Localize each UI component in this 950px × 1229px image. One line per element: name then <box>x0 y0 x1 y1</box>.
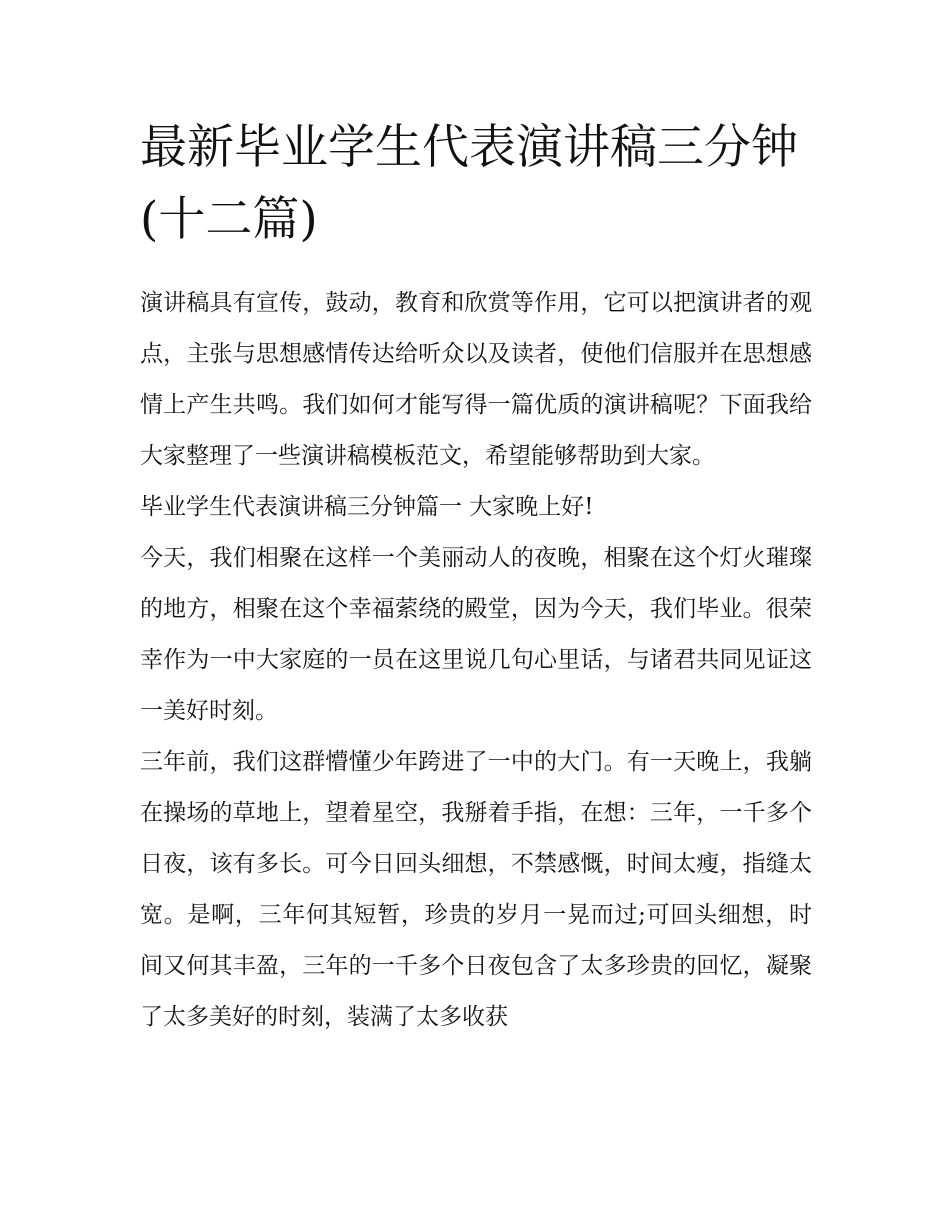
paragraph-section-heading: 毕业学生代表演讲稿三分钟篇一 大家晚上好! <box>140 494 594 520</box>
document-body <box>140 112 812 1043</box>
paragraph-opening: 今天，我们相聚在这样一个美丽动人的夜晚，相聚在这个灯火璀璨的地方，相聚在这个幸福萦绕的殿堂，因为今天，我们毕业。很荣幸作为一中大家庭的一员在这里说几句心里话，与诸君共同见证这一美好时刻。 <box>140 545 812 724</box>
document-title: 最新毕业学生代表演讲稿三分钟(十二篇) <box>140 120 798 247</box>
paragraph-memories: 三年前，我们这群懵懂少年跨进了一中的大门。有一天晚上，我躺在操场的草地上，望着星空，我掰着手指，在想：三年，一千多个日夜，该有多长。可今日回头细想，不禁感慨，时间太瘦，指缝太宽。是啊，三年何其短暂，珍贵的岁月一晃而过;可回头细想，时间又何其丰盈，三年的一千多个日夜包含了太多珍贵的回忆，凝聚了太多美好的时刻，装满了太多收获 <box>140 749 812 1030</box>
paragraph-intro: 演讲稿具有宣传，鼓动，教育和欣赏等作用，它可以把演讲者的观点，主张与思想感情传达给听众以及读者，使他们信服并在思想感情上产生共鸣。我们如何才能写得一篇优质的演讲稿呢？下面我给大家整理了一些演讲稿模板范文，希望能够帮助到大家。 <box>140 290 812 469</box>
